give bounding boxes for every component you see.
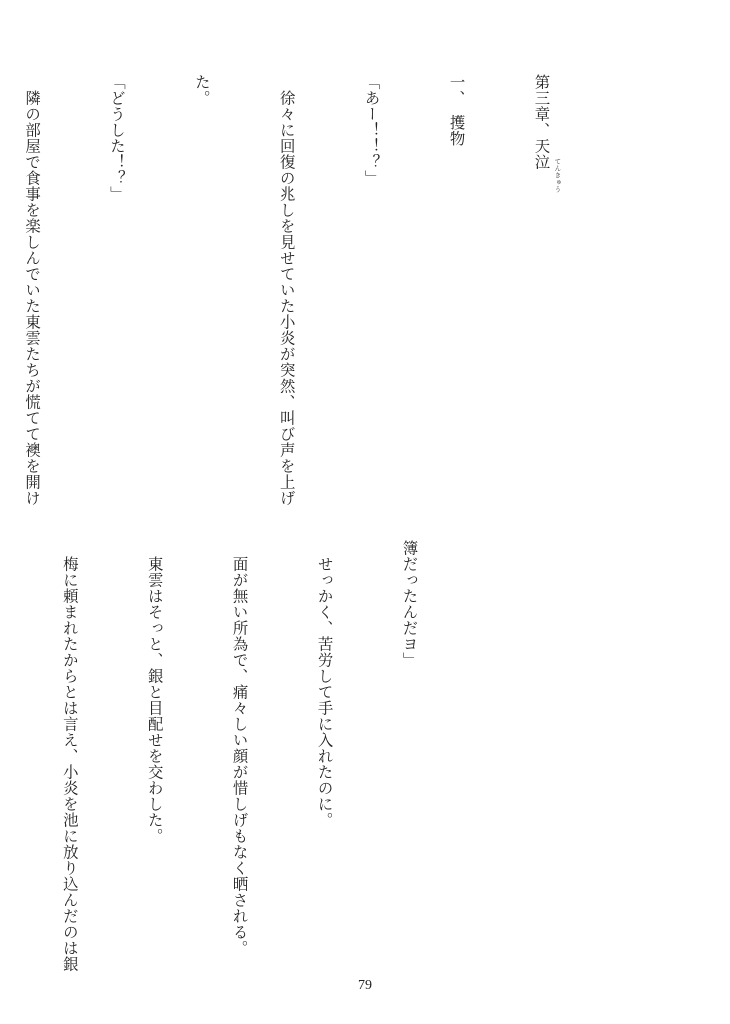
text-line: せっかく、苦労して手に入れたのに。 <box>315 540 334 828</box>
chapter-title-ruby: てんきゅう <box>553 158 562 193</box>
ruby-base <box>532 154 562 193</box>
chapter-title-ruby-base: 泣 <box>532 154 551 170</box>
bottom-text-band <box>60 540 480 972</box>
chapter-title-text: 第三章、天 <box>532 74 551 154</box>
text-line: 徐々に回復の兆しを見せていた小炎が突然、叫び声を上げ <box>277 74 296 506</box>
text-line: 簿だったんだヨ」 <box>400 540 419 668</box>
text-line: 東雲はそっと、銀と目配せを交わした。 <box>145 540 164 844</box>
text-line: 「あー！！？」 <box>362 74 381 186</box>
text-line: 「どうした！？」 <box>107 74 126 202</box>
text-line: 隣の部屋で食事を楽しんでいた東雲たちが慌てて襖を開け <box>23 74 42 506</box>
text-line: 梅に頼まれたからとは言え、小炎を池に放り込んだのは銀 <box>60 540 79 972</box>
page-number: 79 <box>358 978 372 993</box>
text-line: 一、 擭物 <box>447 74 466 147</box>
top-text-band <box>23 74 612 506</box>
chapter-title <box>527 74 562 504</box>
text-line: 面が無い所為で、痛々しい顔が惜しげもなく晒される。 <box>230 540 249 956</box>
text-line: た。 <box>192 74 211 106</box>
